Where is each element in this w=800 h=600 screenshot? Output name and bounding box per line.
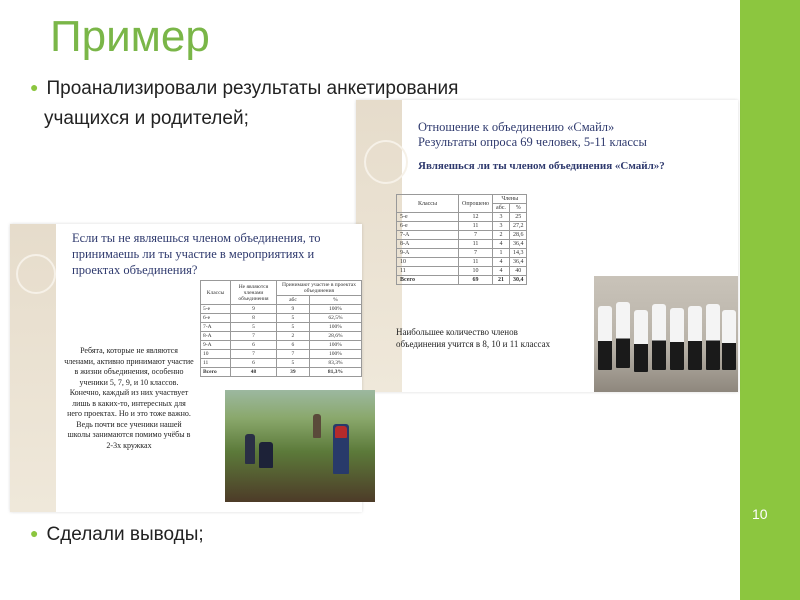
table-cell: 7 bbox=[231, 332, 277, 341]
survey-title bbox=[418, 120, 647, 150]
table-cell: Всего bbox=[201, 368, 231, 377]
red-jacket-detail bbox=[335, 426, 347, 438]
table-cell: 12 bbox=[459, 213, 493, 222]
table-cell: 100% bbox=[309, 305, 361, 314]
table-row bbox=[397, 258, 527, 267]
table-row bbox=[201, 341, 362, 350]
table-cell: 81,3% bbox=[309, 368, 361, 377]
table-row bbox=[397, 240, 527, 249]
table-cell: 2 bbox=[277, 332, 310, 341]
table-header: Классы bbox=[201, 281, 231, 305]
person-figure bbox=[245, 434, 255, 464]
table-cell: 6 bbox=[231, 341, 277, 350]
bullet-text-continuation: учащихся и родителей; bbox=[44, 108, 249, 129]
members-table bbox=[396, 194, 527, 285]
bullet-icon: ● bbox=[30, 525, 39, 541]
person-figure bbox=[722, 310, 736, 370]
table-total-row bbox=[397, 276, 527, 285]
table-cell: 9 bbox=[231, 305, 277, 314]
table-cell: 11 bbox=[459, 240, 493, 249]
table-cell: 21 bbox=[493, 276, 510, 285]
bullet-text: Проанализировали результаты анкетирования bbox=[46, 78, 459, 99]
table-row bbox=[201, 350, 362, 359]
table-cell: 14,3 bbox=[509, 249, 527, 258]
students-group-photo bbox=[594, 276, 738, 392]
table-cell: 39 bbox=[277, 368, 310, 377]
table-cell: 48 bbox=[231, 368, 277, 377]
slide-title: Пример bbox=[50, 12, 210, 61]
table-header: Классы bbox=[397, 195, 459, 213]
table-cell: 69 bbox=[459, 276, 493, 285]
participation-question: Если ты не являешься членом объединения, то принимаешь ли ты участие в мероприятиях и проектах объединения? bbox=[72, 231, 321, 277]
table-cell: 9 bbox=[277, 305, 310, 314]
bullet-item bbox=[30, 520, 204, 548]
table-cell: 27,2 bbox=[509, 222, 527, 231]
table-cell: 4 bbox=[493, 258, 510, 267]
table-cell: 5-е bbox=[397, 213, 459, 222]
table-header: Опрошено bbox=[459, 195, 493, 213]
survey-subtitle-line: Результаты опроса 69 человек, 5-11 классы bbox=[418, 135, 647, 149]
table-cell: 7 bbox=[231, 350, 277, 359]
table-cell: 11 bbox=[201, 359, 231, 368]
table-cell: 8-А bbox=[201, 332, 231, 341]
table-cell: 28,6% bbox=[309, 332, 361, 341]
table-cell: 36,4 bbox=[509, 258, 527, 267]
table-cell: 7 bbox=[277, 350, 310, 359]
table-cell: 62,5% bbox=[309, 314, 361, 323]
bullet-item bbox=[30, 74, 458, 102]
table-row bbox=[201, 323, 362, 332]
table-subheader: % bbox=[309, 296, 361, 305]
person-figure bbox=[652, 304, 666, 370]
participation-comment: Ребята, которые не являются членами, активно принимают участие в жизни объединения, особенно ученики 5, 7, 9, и 10 классов. Конечно, каждый из них участвует лишь в каких-то, интересных для него проектах. Но и это тоже важно. Ведь почти все ученики нашей школы занимаются помимо учёбы в 2-3х кружках bbox=[64, 346, 194, 450]
table-subheader: абс bbox=[277, 296, 310, 305]
bullet-icon: ● bbox=[30, 79, 39, 95]
person-figure bbox=[598, 306, 612, 370]
table-row bbox=[397, 267, 527, 276]
table-cell: 6-е bbox=[201, 314, 231, 323]
table-cell: 7 bbox=[459, 231, 493, 240]
table-cell: 5-е bbox=[201, 305, 231, 314]
table-cell: 5 bbox=[231, 323, 277, 332]
table-row bbox=[201, 305, 362, 314]
table-cell: 1 bbox=[493, 249, 510, 258]
table-cell: 6 bbox=[277, 341, 310, 350]
table-cell: 8 bbox=[231, 314, 277, 323]
slide-number: 10 bbox=[752, 506, 768, 522]
table-row bbox=[201, 332, 362, 341]
table-cell: 4 bbox=[493, 240, 510, 249]
person-figure bbox=[616, 302, 630, 368]
decorative-circle bbox=[364, 140, 408, 184]
table-header: Члены bbox=[493, 195, 527, 204]
person-figure bbox=[688, 306, 702, 370]
table-cell: 9-А bbox=[397, 249, 459, 258]
table-cell: 5 bbox=[277, 314, 310, 323]
survey-question: Являешься ли ты членом объединения «Смайл»? bbox=[418, 160, 665, 172]
conclusion-line: Наибольшее количество членов bbox=[396, 327, 518, 337]
table-row bbox=[397, 231, 527, 240]
table-cell: 100% bbox=[309, 341, 361, 350]
table-cell: 10 bbox=[201, 350, 231, 359]
table-cell: 9-А bbox=[201, 341, 231, 350]
person-figure bbox=[313, 414, 321, 438]
table-cell: 10 bbox=[459, 267, 493, 276]
table-cell: 11 bbox=[459, 258, 493, 267]
table-cell: 100% bbox=[309, 350, 361, 359]
table-total-row bbox=[201, 368, 362, 377]
table-subheader: % bbox=[509, 204, 527, 213]
conclusion-line: объединения учится в 8, 10 и 11 классах bbox=[396, 339, 551, 349]
bullet-text: Сделали выводы; bbox=[46, 524, 204, 545]
survey-conclusion bbox=[396, 326, 550, 350]
table-subheader: абс. bbox=[493, 204, 510, 213]
decorative-circle bbox=[16, 254, 56, 294]
table-cell: 3 bbox=[493, 213, 510, 222]
table-cell: 7-А bbox=[397, 231, 459, 240]
table-row bbox=[201, 314, 362, 323]
table-header: Не являются членами объединения bbox=[231, 281, 277, 305]
person-figure bbox=[706, 304, 720, 370]
table-cell: 6-е bbox=[397, 222, 459, 231]
table-row bbox=[397, 249, 527, 258]
survey-title-line: Отношение к объединению «Смайл» bbox=[418, 120, 615, 134]
table-cell: 5 bbox=[277, 323, 310, 332]
table-cell: 40 bbox=[509, 267, 527, 276]
table-cell: 83,3% bbox=[309, 359, 361, 368]
table-cell: 7 bbox=[459, 249, 493, 258]
table-cell: 8-А bbox=[397, 240, 459, 249]
table-cell: 100% bbox=[309, 323, 361, 332]
table-cell: 28,6 bbox=[509, 231, 527, 240]
gardening-photo bbox=[225, 390, 375, 502]
table-cell: 36,4 bbox=[509, 240, 527, 249]
table-row bbox=[397, 213, 527, 222]
table-header: Принимают участие в проектах объединения bbox=[277, 281, 362, 296]
table-cell: 3 bbox=[493, 222, 510, 231]
table-cell: 10 bbox=[397, 258, 459, 267]
table-cell: 11 bbox=[459, 222, 493, 231]
table-cell: 30,4 bbox=[509, 276, 527, 285]
table-cell: 4 bbox=[493, 267, 510, 276]
table-cell: 6 bbox=[231, 359, 277, 368]
table-cell: 7-А bbox=[201, 323, 231, 332]
table-row bbox=[397, 222, 527, 231]
table-cell: 25 bbox=[509, 213, 527, 222]
person-figure bbox=[634, 310, 648, 372]
table-cell: Всего bbox=[397, 276, 459, 285]
participation-table bbox=[200, 280, 362, 377]
table-cell: 5 bbox=[277, 359, 310, 368]
table-row bbox=[201, 359, 362, 368]
table-cell: 11 bbox=[397, 267, 459, 276]
person-figure bbox=[670, 308, 684, 370]
table-cell: 2 bbox=[493, 231, 510, 240]
person-figure bbox=[259, 442, 273, 468]
